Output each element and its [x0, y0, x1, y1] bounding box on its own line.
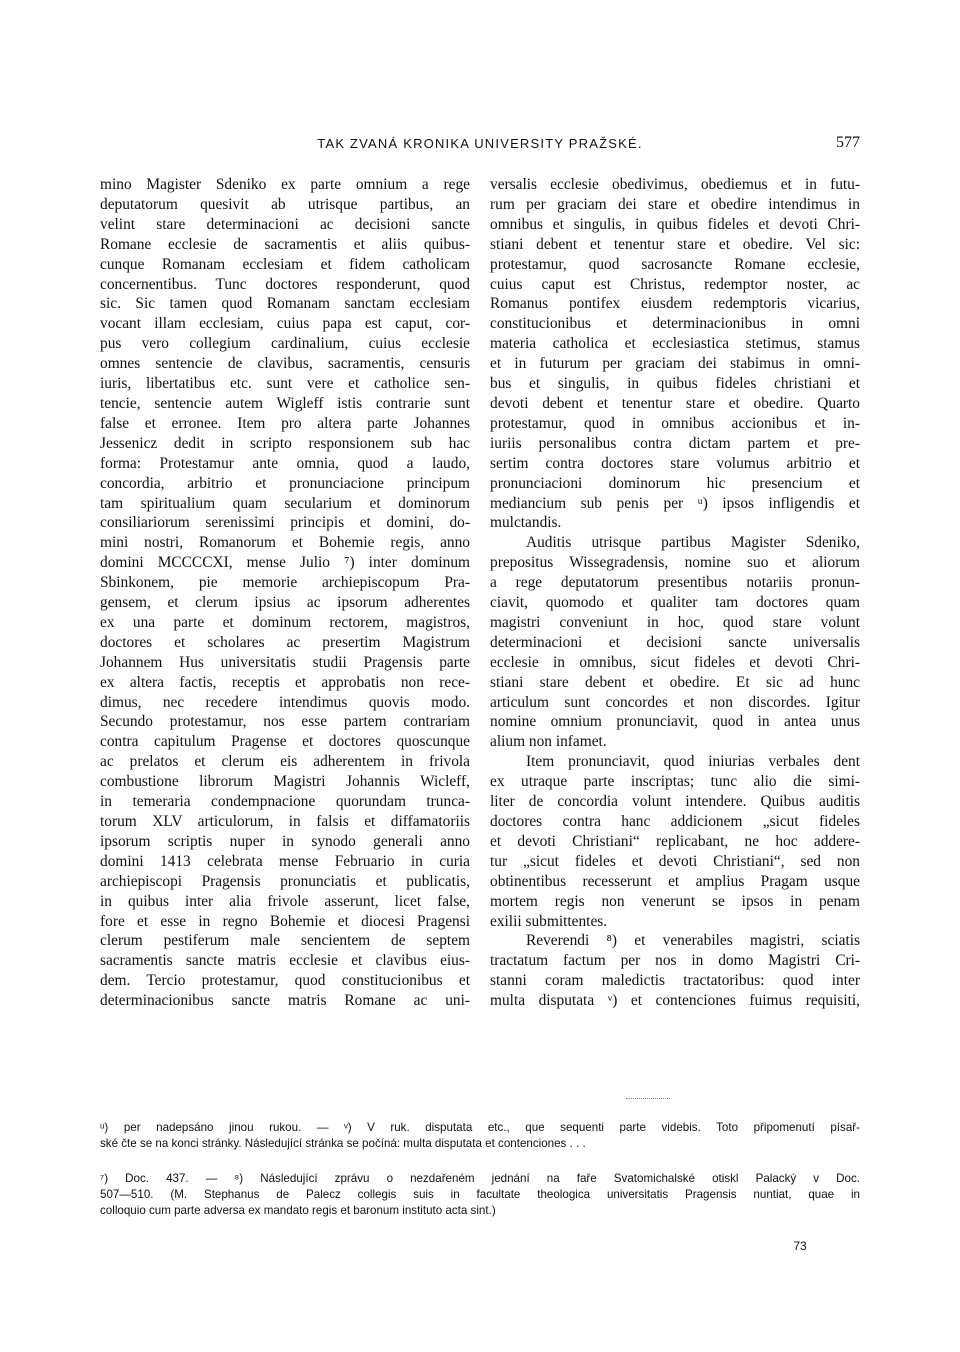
text-line: omnibus et singulis, in quibus fideles et devoti Chri-: [490, 215, 860, 233]
footnote-separator: [626, 1098, 670, 1099]
text-line: sic. Sic tamen quod Romanam sanctam ecclesiam: [100, 295, 470, 313]
text-line: ex altera factis, receptis et approbatis non rece-: [100, 673, 470, 691]
text-line: magistri conveniunt in hoc, quod stare volunt: [490, 613, 860, 631]
text-line: ex una parte et dominum rectorem, magistros,: [100, 613, 470, 631]
text-line: determinacioni et decisioni sancte universalis: [490, 633, 860, 651]
paragraph: [490, 752, 860, 931]
text-line: dem. Tercio protestamur, quod constitucionibus et: [100, 972, 470, 990]
footnote-line: ᵘ) per nadepsáno jinou rukou. — ᵛ) V ruk. disputata etc., que sequenti parte videbis. Toto připomenutí písař-: [100, 1121, 860, 1134]
text-line: forma: Protestamur ante omnia, quod a laudo,: [100, 454, 470, 472]
critical-apparatus: [100, 1120, 860, 1152]
right-column: [490, 175, 860, 1011]
paragraph: [490, 175, 860, 533]
text-line: sertim contra doctores stare volumus arbitrio et: [490, 454, 860, 472]
text-line: Romane ecclesie de sacramentis et aliis quibus-: [100, 235, 470, 253]
text-line: rum per graciam dei stare et obedire intendimus in: [490, 195, 860, 213]
text-line: in temeraria condempnacione quorundam trunca-: [100, 793, 470, 811]
text-line: Item pronunciavit, quod iniurias verbales dent: [526, 753, 860, 771]
text-line: consiliariorum serenissimi principis et domini, do-: [100, 514, 470, 532]
text-line: Romanus pontifex eiusdem redemptoris vicarius,: [490, 295, 860, 313]
text-line: tractatum factum per nos in domo Magistri Cri-: [490, 952, 860, 970]
text-line: concernentibus. Tunc doctores responderunt, quod: [100, 275, 470, 293]
text-line: Sbinkonem, pie memorie archiepiscopum Pra-: [100, 574, 470, 592]
text-line: contra capitulum Pragense et doctores quoscunque: [100, 733, 470, 751]
text-line: dimus, nec recedere intendimus quovis modo.: [100, 693, 470, 711]
text-line: bus et singulis, in quibus fideles christiani et: [490, 375, 860, 393]
historical-notes: [100, 1171, 860, 1219]
text-line: mediancium sub penis per ᵘ) ipsos infligendis et: [490, 494, 860, 512]
text-line: domini 1413 celebrata mense Februario in curia: [100, 852, 470, 870]
text-line: tur „sicut fideles et devoti Christiani“, sed non: [490, 852, 860, 870]
text-line: mini nostri, Romanorum et Bohemie regis, anno: [100, 534, 470, 552]
text-line: cunque Romanam ecclesiam et fidem catholicam: [100, 255, 470, 273]
text-line: Secundo protestamur, nos esse partem contrariam: [100, 713, 470, 731]
running-title: TAK ZVANÁ KRONIKA UNIVERSITY PRAŽSKÉ.: [317, 136, 643, 151]
footnote-line: colloquio cum parte adversa ex mandato regis et baronum instituto acta sint.): [100, 1204, 496, 1217]
text-line: Reverendi ⁸) et venerabiles magistri, sciatis: [526, 932, 860, 950]
text-line: alium non infamet.: [490, 733, 607, 751]
text-line: stiani stare debent et obedire. Et sic ad hunc: [490, 673, 860, 691]
footnote-line: 507—510. (M. Stephanus de Palecz collegis suis in facultate theologica universitatis Pragensis nuntiat, quae in: [100, 1188, 860, 1201]
text-line: ac prelatos et clerum eis adherentem in frivola: [100, 753, 470, 771]
text-line: pus vero collegium cardinalium, cuius ecclesie: [100, 335, 470, 353]
text-line: mulctandis.: [490, 514, 562, 532]
text-line: torum XLV articulorum, in falsis et diffamatoriis: [100, 813, 470, 830]
text-line: determinacionibus sancte matris Romane ac uni-: [100, 992, 470, 1010]
text-line: doctores contra hanc addicionem „sicut fideles: [490, 813, 860, 830]
text-line: tencie, sentencie autem Wigleff istis contrarie sunt: [100, 394, 470, 412]
text-line: ipsorum scriptis nuper in synodo generali anno: [100, 832, 470, 850]
text-line: ex utraque parte inscriptas; tunc alio die simi-: [490, 773, 860, 791]
text-line: concordia, arbitrio et pronunciacione principum: [100, 474, 470, 492]
text-line: devoti debent et tenentur stare et obedire. Quarto: [490, 394, 860, 412]
text-line: gensem, et clerum ipsius ac ipsorum adherentes: [100, 594, 470, 612]
text-line: false et erronee. Item pro altera parte Johannes: [100, 414, 470, 432]
text-line: omnes sentencie de clavibus, sacramentis, censuris: [100, 355, 470, 373]
text-line: prepositus Wissegradensis, nomine suo et aliorum: [490, 554, 860, 572]
text-line: Auditis utrisque partibus Magister Sdeniko,: [526, 534, 860, 552]
text-line: ecclesie in omnibus, sicut fideles et devoti Chri-: [490, 653, 860, 671]
text-line: liter de concordia volunt intendere. Quibus auditis: [490, 793, 860, 811]
text-line: sacramentis sancte matris ecclesie et clavibus eius-: [100, 952, 470, 970]
text-line: velint stare determinacioni ac decisioni sancte: [100, 215, 470, 233]
text-line: stiani debent et tenentur stare et obedire. Vel sic:: [490, 235, 860, 253]
text-line: a rege deputatorum presentibus notariis pronun-: [490, 574, 860, 592]
text-line: in quibus inter alia frivole asserunt, licet false,: [100, 892, 470, 910]
paragraph: [100, 175, 470, 1011]
text-line: constitucionibus et determinacionibus in omni: [490, 315, 860, 333]
text-line: et in futurum per graciam dei stabimus in omni-: [490, 355, 860, 373]
running-head: [100, 134, 860, 156]
text-line: obtinentibus recesserunt et amplius Pragam usque: [490, 872, 860, 890]
text-line: multa disputata ᵛ) et contenciones fuimus requisiti,: [490, 992, 860, 1010]
text-line: doctores et scholares ac presertim Magistrum: [100, 633, 470, 651]
text-line: Johannem Hus universitatis studii Pragensis parte: [100, 653, 470, 671]
page-number: 577: [836, 134, 860, 151]
text-line: stanni coram maledictis tractatoribus: quod inter: [490, 972, 860, 990]
footnote-line: ⁷) Doc. 437. — ⁸) Následující zprávu o nezdařeném jednání na faře Svatomichalské otiskl Palacký v Doc.: [100, 1172, 860, 1185]
text-line: et devoti Christiani“ replicabant, ne hoc addere-: [490, 832, 860, 850]
text-line: materia catholica et ecclesiastica stetimus, stamus: [490, 335, 860, 353]
text-line: versalis ecclesie obedivimus, obediemus et in futu-: [490, 176, 860, 193]
text-line: ciavit, quomodo et qualiter tam doctores quam: [490, 594, 860, 612]
text-line: clerum pestiferum male sencientem de septem: [100, 932, 470, 950]
signature-mark: 73: [793, 1239, 807, 1253]
text-line: Jessenicz dedit in scripto responsionem sub hac: [100, 434, 470, 452]
text-line: tam spiritualium quam secularium et dominorum: [100, 494, 470, 512]
text-line: deputatorum quesivit ab utrisque partibus, an: [100, 195, 470, 213]
text-line: vocant illam ecclesiam, cuius papa est caput, cor-: [100, 315, 470, 333]
text-line: archiepiscopi Pragensis pronunciatis et publicatis,: [100, 872, 470, 890]
text-line: fore et esse in regno Bohemie et diocesi Pragensi: [100, 912, 470, 930]
text-line: mino Magister Sdeniko ex parte omnium a rege: [100, 176, 470, 193]
text-line: cuius caput est Christus, redemptor noster, ac: [490, 275, 860, 293]
text-line: articulum sunt concordes et non discordes. Igitur: [490, 693, 860, 711]
text-line: iuris, libertatibus etc. sunt vere et catholice sen-: [100, 375, 470, 393]
paragraph: [490, 931, 860, 1011]
text-line: protestamur, quod sacrosancte Romane ecclesie,: [490, 255, 860, 273]
text-line: pronunciacioni dominorum hic presencium et: [490, 474, 860, 492]
text-line: mortem regis non venerunt se ipsos in penam: [490, 892, 860, 910]
text-line: domini MCCCCXI, mense Julio ⁷) inter dominum: [100, 554, 470, 572]
footnote-line: ské čte se na konci stránky. Následující stránka se počíná: multa disputata et contenciones . . .: [100, 1137, 586, 1150]
text-line: iuriis personalibus contra dictam partem et pre-: [490, 434, 860, 452]
text-line: exilii submittentes.: [490, 912, 608, 930]
text-line: combustione librorum Magistri Johannis Wicleff,: [100, 773, 470, 791]
text-line: nomine omnium pronunciavit, quod in antea unus: [490, 713, 860, 731]
left-column: [100, 175, 470, 1011]
paragraph: [490, 533, 860, 752]
text-line: protestamur, quod in omnibus accionibus et in-: [490, 414, 860, 432]
